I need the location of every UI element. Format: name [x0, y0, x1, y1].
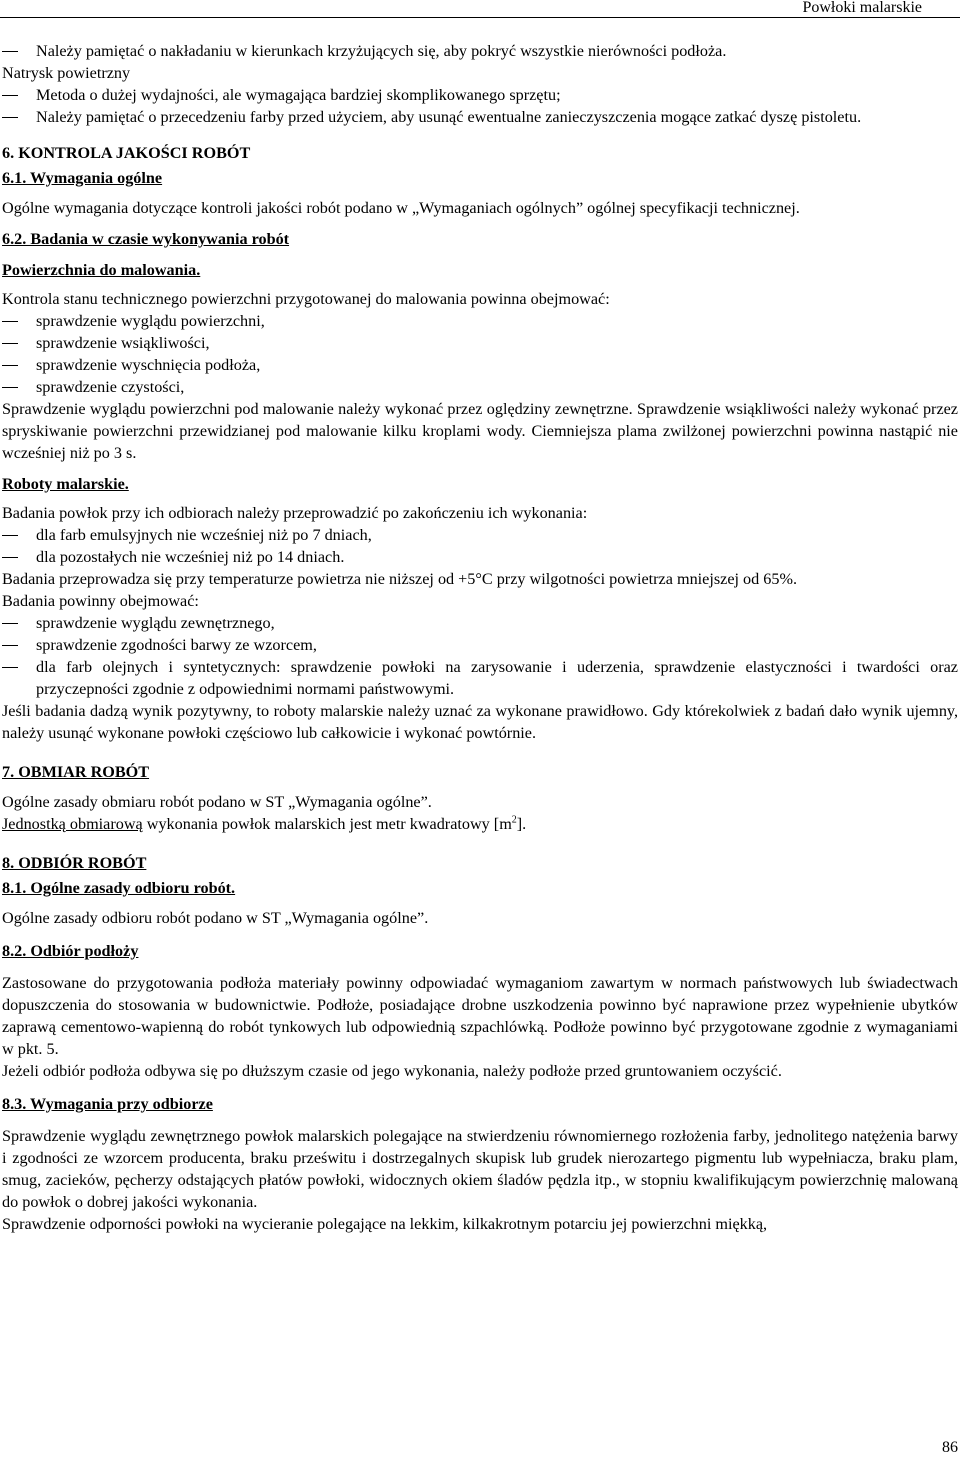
- paragraph: Kontrola stanu technicznego powierzchni przygotowanej do malowania powinna obejmować:: [2, 290, 610, 308]
- list-item: dla farb emulsyjnych nie wcześniej niż po 7 dniach,: [2, 524, 958, 546]
- paragraph: Ogólne zasady odbioru robót podano w ST „Wymagania ogólne”.: [2, 909, 429, 927]
- list-item: sprawdzenie wyglądu zewnętrznego,: [2, 612, 958, 634]
- list-item: sprawdzenie zgodności barwy ze wzorcem,: [2, 634, 958, 656]
- unit-paragraph: Jednostką obmiarową wykonania powłok malarskich jest metr kwadratowy $[m^2]$.: [2, 814, 527, 833]
- list-item: Należy pamiętać o nakładaniu w kierunkach krzyżujących się, aby pokryć wszystkie nierówności podłoża.: [2, 40, 958, 62]
- page-number: 86: [942, 1439, 958, 1456]
- list-item: sprawdzenie wsiąkliwości,: [2, 332, 958, 354]
- spray-heading: Natrysk powietrzny: [2, 64, 131, 82]
- paragraph: Ogólne wymagania dotyczące kontroli jakości robót podano w „Wymaganiach ogólnych” ogólnej specyfikacji technicznej.: [2, 199, 800, 217]
- list-item: Należy pamiętać o przecedzeniu farby przed użyciem, aby usunąć ewentualne zanieczyszczenia mogące zatkać dyszę pistoletu.: [2, 106, 958, 128]
- section-8-1-heading: 8.1. Ogólne zasady odbioru robót.: [2, 879, 236, 897]
- section-6-2-heading: 6.2. Badania w czasie wykonywania robót: [2, 230, 290, 248]
- paragraph: Sprawdzenie odporności powłoki na wycieranie polegające na lekkim, kilkakrotnym potarciu jej powierzchni miękką,: [2, 1215, 768, 1233]
- list-item: sprawdzenie wyschnięcia podłoża,: [2, 354, 958, 376]
- section-7-heading: 7. OBMIAR ROBÓT: [2, 763, 150, 781]
- paragraph: Ogólne zasady obmiaru robót podano w ST „Wymagania ogólne”.: [2, 793, 432, 811]
- subheading-surface: Powierzchnia do malowania.: [2, 261, 201, 279]
- unit-term: Jednostką obmiarową: [2, 815, 143, 833]
- paragraph: Badania przeprowadza się przy temperaturze powietrza nie niższej od +5°C przy wilgotności powietrza mniejszej od 65%.: [2, 570, 798, 588]
- paragraph: Badania powinny obejmować:: [2, 592, 199, 610]
- subheading-painting: Roboty malarskie.: [2, 475, 129, 493]
- paragraph: Sprawdzenie wyglądu zewnętrznego powłok malarskich polegające na stwierdzeniu równomiernego rozłożenia farby, jednolitego natężenia barwy i zgodności ze wzorcem producenta, braku prześwitu i dostrzegalnych skupisk lub grudek nierozartego pigmentu lub wypełniacza, braku plam, smug, zacieków, pęcherzy odstających płatów powłoki, widocznych okiem śladów pędzla itp., w stopniu kwalifikującym powierzchnię malowaną do powłok o dobrej jakości wykonania.: [2, 1127, 958, 1211]
- list-item: dla farb olejnych i syntetycznych: sprawdzenie powłoki na zarysowanie i uderzenia, sprawdzenie elastyczności i twardości oraz przyczepności zgodnie z odpowiednimi normami państwowymi.: [2, 656, 958, 700]
- list-item: Metoda o dużej wydajności, ale wymagająca bardziej skomplikowanego sprzętu;: [2, 84, 958, 106]
- header-rule: [0, 17, 960, 18]
- list-item: sprawdzenie czystości,: [2, 376, 958, 398]
- paragraph: Jeśli badania dadzą wynik pozytywny, to roboty malarskie należy uznać za wykonane prawidłowo. Gdy którekolwiek z badań dało wynik ujemny, należy usunąć wykonane powłoki częściowo lub całkowicie i wykonać powtórnie.: [2, 702, 958, 742]
- paragraph: Badania powłok przy ich odbiorach należy przeprowadzić po zakończeniu ich wykonania:: [2, 504, 588, 522]
- section-8-heading: 8. ODBIÓR ROBÓT: [2, 854, 147, 872]
- paragraph: Jeżeli odbiór podłoża odbywa się po dłuższym czasie od jego wykonania, należy podłoże przed gruntowaniem oczyścić.: [2, 1062, 782, 1080]
- paragraph: Sprawdzenie wyglądu powierzchni pod malowanie należy wykonać przez oględziny zewnętrzne. Sprawdzenie wsiąkliwości należy wykonać przez spryskiwanie powierzchni przewidzianej pod malowanie kilku kroplami wody. Ciemniejsza plama zwilżonej powierzchni powinna nastąpić nie wcześniej niż po 3 s.: [2, 400, 958, 462]
- list-item: dla pozostałych nie wcześniej niż po 14 dniach.: [2, 546, 958, 568]
- section-8-2-heading: 8.2. Odbiór podłoży: [2, 942, 139, 960]
- paragraph: Zastosowane do przygotowania podłoża materiały powinny odpowiadać wymaganiom zawartym w normach państwowych lub świadectwach dopuszczenia do stosowania w budownictwie. Podłoże, posiadające drobne uszkodzenia powinno być naprawione przez wypełnienie ubytków zaprawą cementowo-wapienną do robót tynkowych lub odpowiednią szpachlówką. Podłoże powinno być przygotowane zgodnie z wymaganiami w pkt. 5.: [2, 974, 958, 1058]
- section-6-heading: 6. KONTROLA JAKOŚCI ROBÓT: [2, 144, 251, 162]
- page-content: [2, 40, 958, 1235]
- section-8-3-heading: 8.3. Wymagania przy odbiorze: [2, 1095, 213, 1113]
- section-6-1-heading: 6.1. Wymagania ogólne: [2, 169, 163, 187]
- list-item: sprawdzenie wyglądu powierzchni,: [2, 310, 958, 332]
- running-header: Powłoki malarskie: [802, 0, 922, 16]
